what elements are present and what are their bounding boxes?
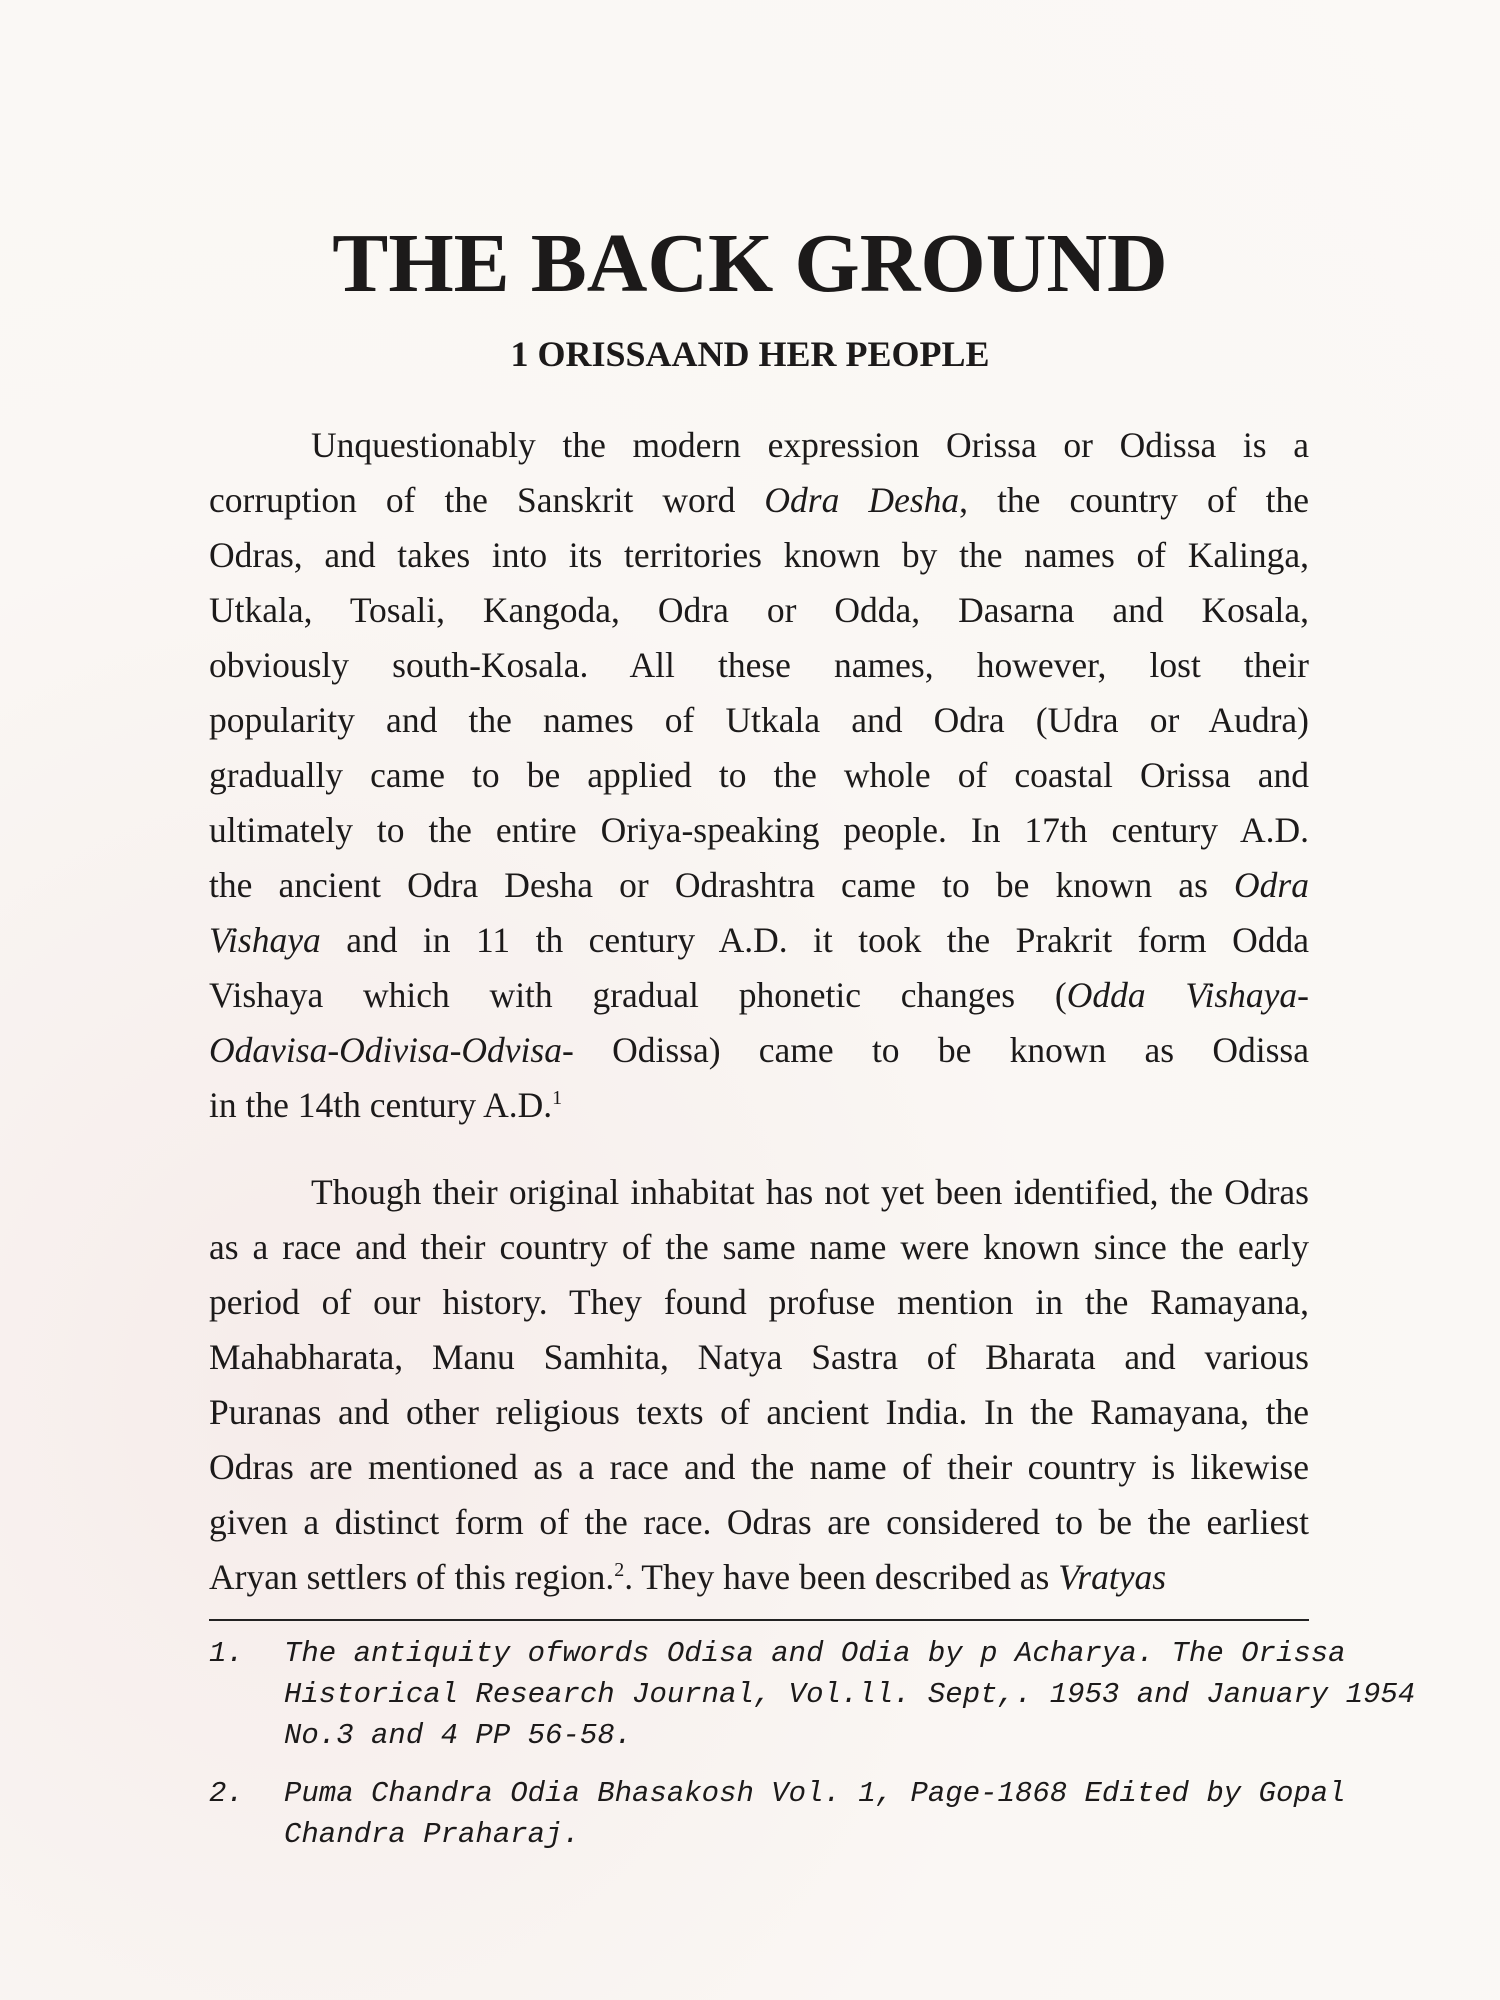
- footnote-line: The antiquity ofwords Odisa and Odia by p Acharya. The Orissa: [284, 1637, 1346, 1670]
- footnote-ref: 1: [552, 1087, 563, 1110]
- text-run: and in 11 th century A.D. it took the Prakrit form Odda: [320, 920, 1309, 960]
- text-run: in the 14th century A.D.: [209, 1085, 553, 1125]
- section-subtitle: 1 ORISSAAND HER PEOPLE: [510, 334, 990, 374]
- text-line: [209, 1495, 1309, 1550]
- text-run: Vishaya which with gradual phonetic changes (: [209, 975, 1067, 1015]
- text-run: Unquestionably the modern expression Orissa or Odissa is a: [311, 425, 1309, 465]
- text-run: the ancient Odra Desha or Odrashtra came to be known as: [209, 865, 1235, 905]
- text-line: [209, 1550, 1309, 1605]
- text-line: [209, 748, 1309, 803]
- footnote-number: 1.: [209, 1637, 244, 1670]
- text-line: [209, 1330, 1309, 1385]
- text-line: [209, 1220, 1309, 1275]
- text-line: [209, 1440, 1309, 1495]
- page-title: THE BACK GROUND: [332, 217, 1168, 310]
- text-run: . They have been described as: [624, 1557, 1059, 1597]
- text-run: ultimately to the entire Oriya-speaking people. In 17th century A.D.: [209, 810, 1309, 850]
- text-run: Odra Desha: [764, 480, 960, 520]
- text-line: [209, 528, 1309, 583]
- text-run: given a distinct form of the race. Odras are considered to be the earliest: [209, 1502, 1309, 1542]
- text-run: Vratyas: [1058, 1557, 1167, 1597]
- text-run: , the country of the: [959, 480, 1309, 520]
- text-line: [209, 1385, 1309, 1440]
- text-line: [209, 473, 1309, 528]
- text-line: [209, 1275, 1309, 1330]
- footnote-line: Historical Research Journal, Vol.ll. Sept,. 1953 and January 1954: [284, 1678, 1416, 1711]
- text-line: [209, 418, 1309, 473]
- text-line: [209, 693, 1309, 748]
- text-line: [209, 1078, 1309, 1133]
- footnotes: [209, 1633, 1416, 1872]
- text-run: period of our history. They found profuse mention in the Ramayana,: [209, 1282, 1309, 1322]
- text-run: as a race and their country of the same name were known since the early: [209, 1227, 1309, 1267]
- text-line: [209, 968, 1309, 1023]
- text-run: corruption of the Sanskrit word: [209, 480, 765, 520]
- text-run: Utkala, Tosali, Kangoda, Odra or Odda, Dasarna and Kosala,: [209, 590, 1309, 630]
- text-run: Odavisa-Odivisa-Odvisa-: [209, 1030, 574, 1070]
- text-line: [209, 583, 1309, 638]
- text-run: obviously south-Kosala. All these names, however, lost their: [209, 645, 1309, 685]
- paragraph-1-text: [209, 418, 1309, 1133]
- text-run: Odra: [1234, 865, 1309, 905]
- text-run: gradually came to be applied to the whole of coastal Orissa and: [209, 755, 1309, 795]
- text-line: [209, 638, 1309, 693]
- text-run: Mahabharata, Manu Samhita, Natya Sastra of Bharata and various: [209, 1337, 1309, 1377]
- text-run: Odras are mentioned as a race and the name of their country is likewise: [209, 1447, 1309, 1487]
- text-run: Odda Vishaya-: [1066, 975, 1309, 1015]
- text-run: popularity and the names of Utkala and Odra (Udra or Audra): [209, 700, 1309, 740]
- footnote-divider: [209, 1619, 1309, 1621]
- text-line: [209, 1165, 1309, 1220]
- text-run: Odissa) came to be known as Odissa: [573, 1030, 1309, 1070]
- paragraph-2: [209, 1165, 1309, 1605]
- text-run: Puranas and other religious texts of ancient India. In the Ramayana, the: [209, 1392, 1309, 1432]
- footnote-1: [209, 1633, 1416, 1756]
- text-run: Aryan settlers of this region.: [209, 1557, 615, 1597]
- text-run: Though their original inhabitat has not yet been identified, the Odras: [311, 1172, 1309, 1212]
- footnote-2: [209, 1773, 1346, 1855]
- paragraph-2-text: [209, 1165, 1309, 1605]
- text-line: [209, 1023, 1309, 1078]
- text-line: [209, 803, 1309, 858]
- text-line: [209, 858, 1309, 913]
- footnote-number: 2.: [209, 1777, 244, 1810]
- text-run: Vishaya: [209, 920, 321, 960]
- paragraph-1: [209, 418, 1309, 1133]
- footnote-ref: 2: [614, 1559, 625, 1582]
- footnote-line: Chandra Praharaj.: [284, 1818, 580, 1851]
- footnote-line: No.3 and 4 PP 56-58.: [284, 1719, 633, 1752]
- footnote-line: Puma Chandra Odia Bhasakosh Vol. 1, Page-1868 Edited by Gopal: [284, 1777, 1346, 1810]
- text-run: Odras, and takes into its territories known by the names of Kalinga,: [209, 535, 1309, 575]
- text-line: [209, 913, 1309, 968]
